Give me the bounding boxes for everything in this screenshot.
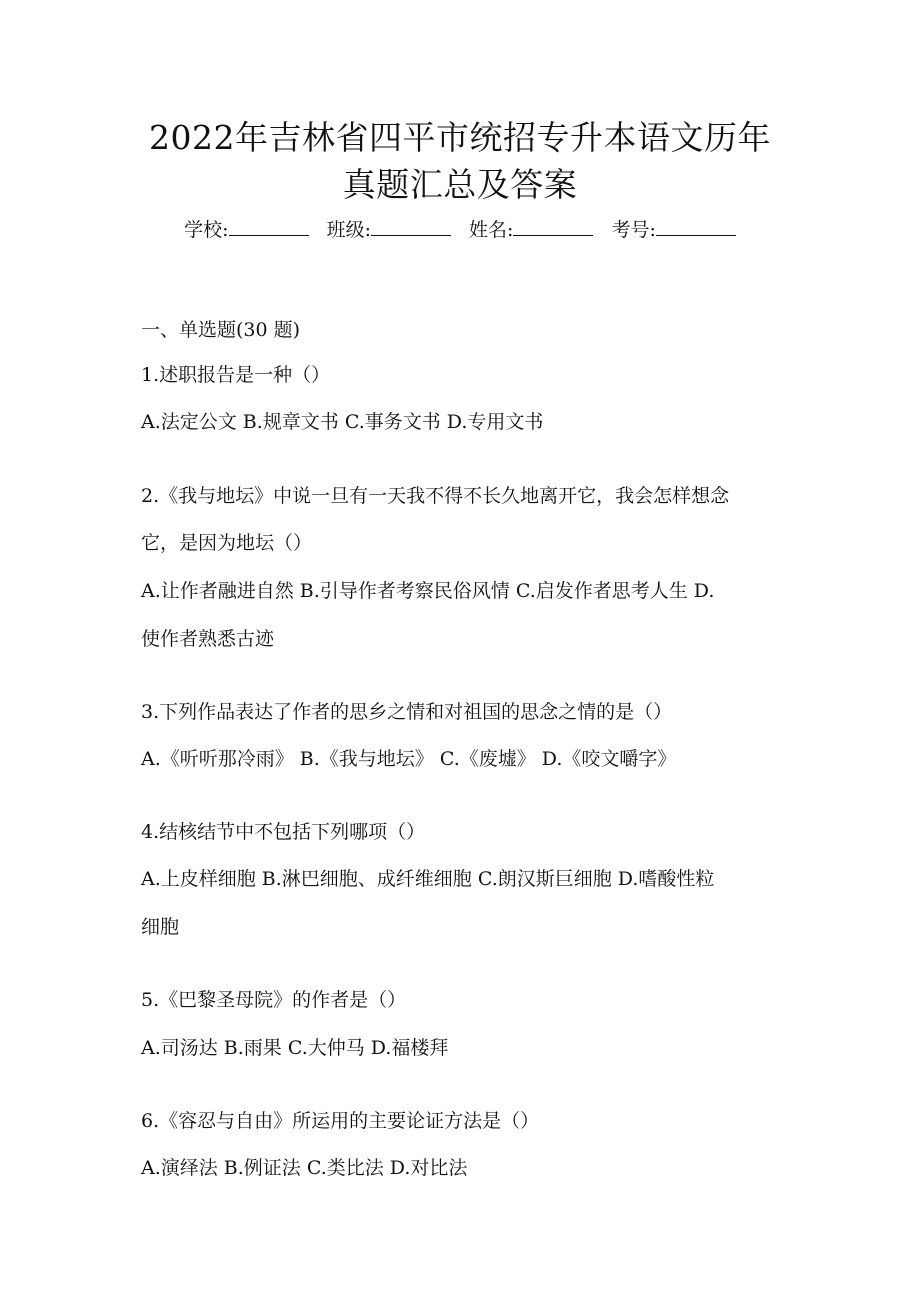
question-2-stem-line-1: 2.《我与地坛》中说一旦有一天我不得不长久地离开它，我会怎样想念 [141,485,730,507]
class-field [327,219,451,241]
document-title-line-2: 真题汇总及答案 [342,165,578,204]
school-blank [229,217,309,236]
section-heading: 一、单选题(30 题) [141,319,301,341]
class-label: 班级: [326,219,371,241]
class-blank [371,217,451,236]
name-blank [513,217,593,236]
exam-number-blank [656,217,736,236]
question-3-stem: 3.下列作品表达了作者的思乡之情和对祖国的思念之情的是（） [141,701,673,723]
school-label: 学校: [184,219,229,241]
question-4-options-line-2: 细胞 [141,916,180,938]
school-field [184,219,308,241]
question-5-options: A.司汤达 B.雨果 C.大仲马 D.福楼拜 [141,1037,449,1059]
question-4-options-line-1: A.上皮样细胞 B.淋巴细胞、成纤维细胞 C.朗汉斯巨细胞 D.嗜酸性粒 [141,868,715,890]
document-title-line-1: 2022年吉林省四平市统招专升本语文历年 [149,118,771,157]
name-label: 姓名: [469,219,514,241]
question-6-stem: 6.《容忍与自由》所运用的主要论证方法是（） [141,1110,540,1132]
question-1-options: A.法定公文 B.规章文书 C.事务文书 D.专用文书 [141,411,544,433]
question-6-options: A.演绎法 B.例证法 C.类比法 D.对比法 [141,1157,468,1179]
exam-number-label: 考号: [611,219,656,241]
question-3-options: A.《听听那冷雨》 B.《我与地坛》 C.《废墟》 D.《咬文嚼字》 [141,748,677,770]
question-4-stem: 4.结核结节中不包括下列哪项（） [141,821,426,843]
question-2-options-line-2: 使作者熟悉古迹 [141,628,275,650]
question-5-stem: 5.《巴黎圣母院》的作者是（） [141,989,407,1011]
question-2-stem-line-2: 它，是因为地坛（） [141,532,313,554]
student-info-row [0,216,920,244]
question-1-stem: 1.述职报告是一种（） [141,364,331,386]
name-field [469,219,593,241]
exam-number-field [611,219,735,241]
question-2-options-line-1: A.让作者融进自然 B.引导作者考察民俗风情 C.启发作者思考人生 D. [141,580,715,602]
